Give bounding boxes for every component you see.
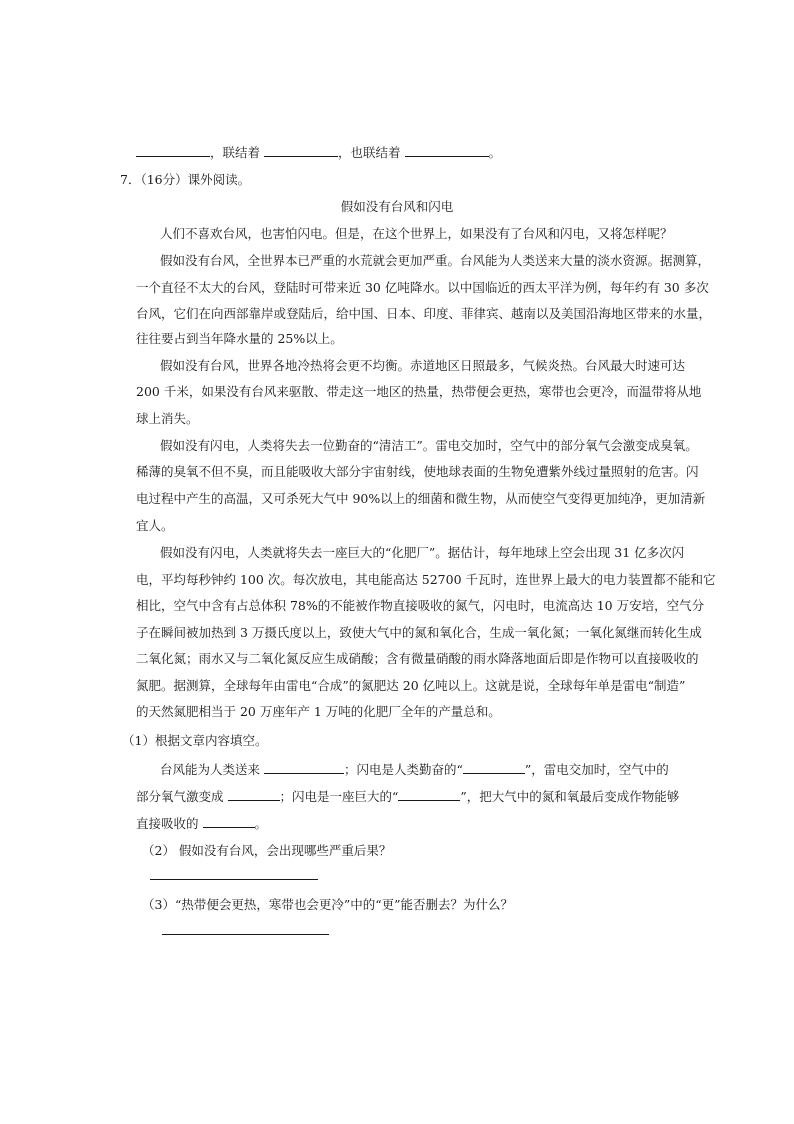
article-line: 电过程中产生的高温，又可杀死大气中 90%以上的细菌和微生物，从而使空气变得更加纯净，更加清新 (136, 491, 706, 506)
question-7-header: 7．（16分）课外阅读。 (120, 172, 251, 187)
top-line-text-1: ，联结着 (210, 145, 261, 160)
q1-fill-line-2 (136, 788, 679, 805)
q1-text: ；闪电是一座巨大的“ (279, 789, 399, 804)
q1-text: 。 (254, 816, 268, 831)
article-line: 200 千米，如果没有台风来驱散、带走这一地区的热量，热带便会更热，寒带也会更冷，而温带将从地 (136, 384, 702, 399)
article-line: 氮肥。据测算，全球每年由雷电“合成”的氮肥达 20 亿吨以上。这就是说，全球每年单是雷电“制造” (136, 678, 686, 693)
article-line: 一个直径不太大的台风，登陆时可带来近 30 亿吨降水。以中国临近的西太平洋为例，每年约有 30 多次 (136, 280, 709, 295)
article-line: 假如没有台风，世界各地冷热将会更不均衡。赤道地区日照最多，气候炎热。台风最大时速可达 (160, 358, 686, 373)
article-line: 往往要占到当年降水量的 25%以上。 (136, 331, 343, 346)
article-line: 子在瞬间被加热到 3 万摄氏度以上，致使大气中的氮和氧化合，生成一氧化氮；一氧化氮继而转化生成 (136, 625, 702, 640)
answer-blank-3[interactable] (405, 144, 489, 157)
article-line: 假如没有闪电，人类就将失去一座巨大的“化肥厂”。据估计，每年地球上空会出现 31 亿多次闪 (160, 545, 685, 560)
q1-text: 台风能为人类送来 (160, 762, 261, 777)
q1-label: （1）根据文章内容填空。 (122, 733, 268, 748)
article-line: 假如没有闪电，人类将失去一位勤奋的“清洁工”。雷电交加时，空气中的部分氧气会激变成臭氧。 (160, 438, 698, 453)
q2-answer-line[interactable] (150, 879, 318, 880)
article-line: 电，平均每秒钟约 100 次。每次放电，其电能高达 52700 千瓦时，连世界上最大的电力装置都不能和它 (136, 572, 716, 587)
top-line-text-3: 。 (488, 145, 502, 160)
top-fill-line (136, 144, 501, 161)
article-line: 稀薄的臭氧不但不臭，而且能吸收大部分宇宙射线，使地球表面的生物免遭紫外线过量照射的危害。闪 (136, 464, 699, 479)
article-line: 假如没有台风，全世界本已严重的水荒就会更加严重。台风能为人类送来大量的淡水资源。据测算， (160, 253, 711, 268)
q2-label: （2） 假如没有台风，会出现哪些严重后果？ (142, 843, 392, 858)
q1-answer-blank[interactable] (398, 788, 460, 801)
q1-fill-line-1 (160, 761, 669, 778)
q3-answer-line[interactable] (162, 934, 329, 935)
article-line: 宜人。 (136, 518, 174, 533)
q1-answer-blank[interactable] (463, 761, 525, 774)
q1-answer-blank[interactable] (228, 788, 280, 801)
q1-answer-blank[interactable] (203, 815, 255, 828)
article-line: 相比，空气中含有占总体积 78%的不能被作物直接吸收的氮气，闪电时，电流高达 10 万安培，空气分 (136, 598, 705, 613)
q1-fill-line-3 (136, 815, 267, 832)
q1-answer-blank[interactable] (264, 761, 344, 774)
answer-blank-1[interactable] (136, 144, 210, 157)
q1-text: ；闪电是人类勤奋的“ (344, 762, 463, 777)
article-line: 二氧化氮；雨水又与二氧化氮反应生成硝酸；含有微量硝酸的雨水降落地面后即是作物可以直接吸收的 (136, 651, 699, 666)
article-line: 球上消失。 (136, 411, 199, 426)
top-line-text-2: ，也联结着 (338, 145, 401, 160)
q1-text: ”，把大气中的氮和氧最后变成作物能够 (460, 789, 680, 804)
article-title: 假如没有台风和闪电 (340, 199, 454, 214)
article-line: 人们不喜欢台风，也害怕闪电。但是，在这个世界上，如果没有了台风和闪电，又将怎样呢？ (160, 226, 673, 241)
q3-label: （3）“热带便会更热，寒带也会更冷”中的“更”能否删去？为什么？ (142, 897, 514, 912)
q1-text: ”，雷电交加时，空气中的 (524, 762, 669, 777)
q1-text: 部分氧气激变成 (136, 789, 224, 804)
q1-text: 直接吸收的 (136, 816, 199, 831)
article-line: 台风，它们在向西部靠岸或登陆后，给中国、日本、印度、菲律宾、越南以及美国沿海地区带来的水量， (136, 306, 712, 321)
article-line: 的天然氮肥相当于 20 万座年产 1 万吨的化肥厂全年的产量总和。 (136, 704, 501, 719)
answer-blank-2[interactable] (264, 144, 338, 157)
